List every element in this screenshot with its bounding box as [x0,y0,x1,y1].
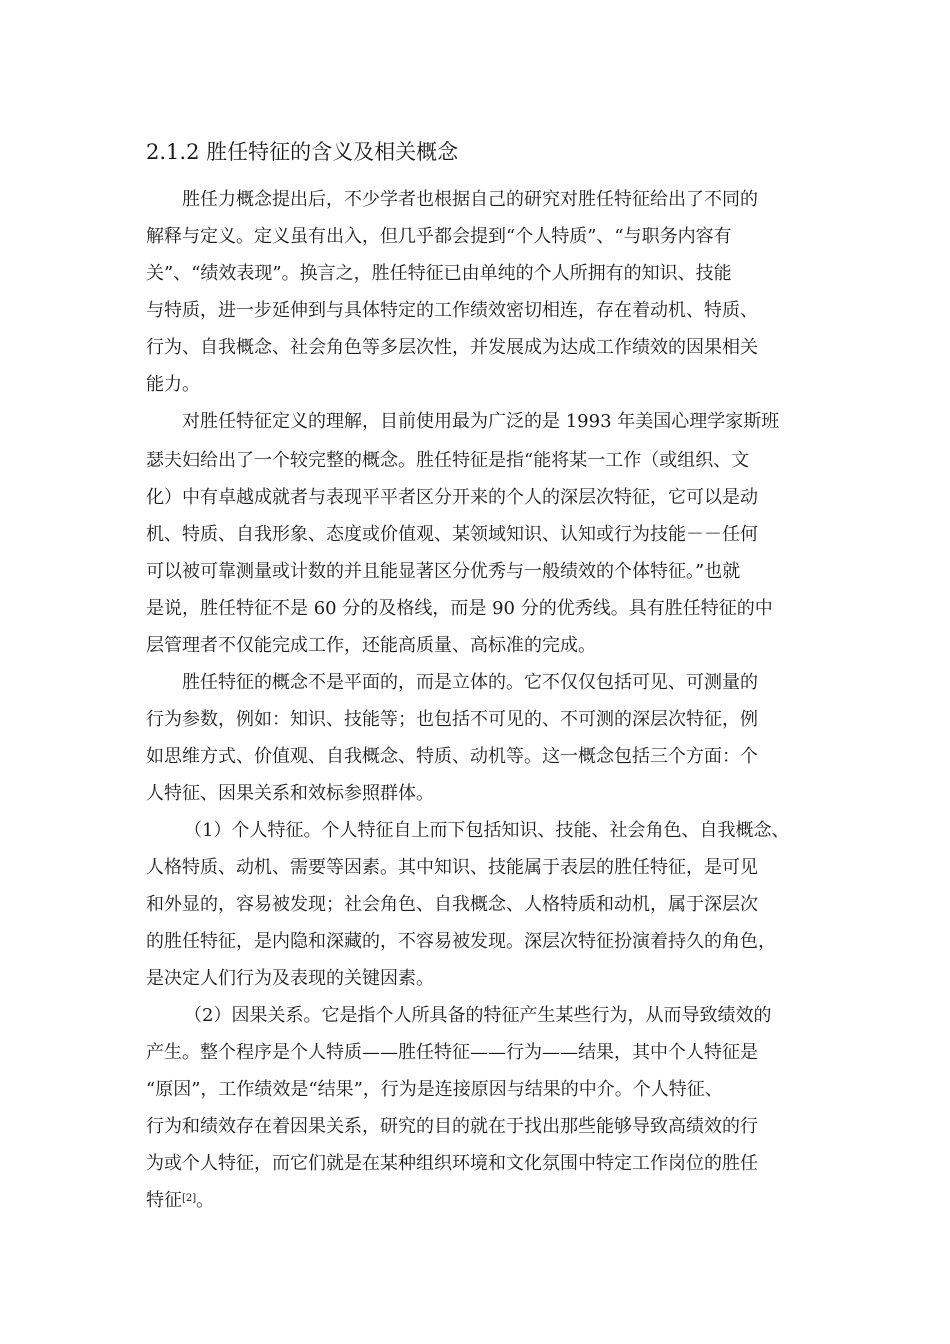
paragraph-line: 产生。整个程序是个人特质——胜任特征——行为——结果，其中个人特征是 [146,1042,758,1063]
citation-marker: [2] [182,1193,197,1204]
paragraph-line: 解释与定义。定义虽有出入，但几乎都会提到“个人特质”、“与职务内容有 [146,226,732,247]
paragraph-line: 的胜任特征，是内隐和深藏的，不容易被发现。深层次特征扮演着持久的角色， [146,931,776,952]
paragraph-line: 关”、“绩效表现”。换言之，胜任特征已由单纯的个人所拥有的知识、技能 [146,263,732,284]
paragraph-line: 对胜任特征定义的理解，目前使用最为广泛的是 1993 年美国心理学家斯班 [182,411,780,432]
paragraph-line: 瑟夫妇给出了一个较完整的概念。胜任特征是指“能将某一工作（或组织、文 [146,450,750,471]
paragraph-line: 人格特质、动机、需要等因素。其中知识、技能属于表层的胜任特征，是可见 [146,857,758,878]
paragraph-text: 特征 [146,1190,182,1211]
paragraph-line: 胜任力概念提出后，不少学者也根据自己的研究对胜任特征给出了不同的 [182,189,758,210]
paragraph-line: 机、特质、自我形象、态度或价值观、某领域知识、认知或行为技能－－任何 [146,524,758,545]
paragraph-line: 行为、自我概念、社会角色等多层次性，并发展成为达成工作绩效的因果相关 [146,337,758,358]
paragraph-line: 行为参数，例如：知识、技能等；也包括不可见的、不可测的深层次特征，例 [146,709,758,730]
paragraph-line: 层管理者不仅能完成工作，还能高质量、高标准的完成。 [146,635,596,656]
paragraph-line: 与特质，进一步延伸到与具体特定的工作绩效密切相连，存在着动机、特质、 [146,300,758,321]
paragraph-line-last [146,1188,214,1214]
section-heading: 2.1.2 胜任特征的含义及相关概念 [146,140,459,164]
paragraph-line: “原因”，工作绩效是“结果”，行为是连接原因与结果的中介。个人特征、 [146,1079,723,1100]
paragraph-line: （2）因果关系。它是指个人所具备的特征产生某些行为，从而导致绩效的 [184,1005,772,1026]
paragraph-line: 人特征、因果关系和效标参照群体。 [146,783,434,804]
paragraph-line: 化）中有卓越成就者与表现平平者区分开来的个人的深层次特征，它可以是动 [146,487,758,508]
paragraph-line: 和外显的，容易被发现；社会角色、自我概念、人格特质和动机，属于深层次 [146,894,758,915]
paragraph-line: 能力。 [146,374,200,395]
paragraph-line: 是说，胜任特征不是 60 分的及格线，而是 90 分的优秀线。具有胜任特征的中 [146,598,773,619]
paragraph-line: 为或个人特征，而它们就是在某种组织环境和文化氛围中特定工作岗位的胜任 [146,1153,758,1174]
paragraph-line: 如思维方式、价值观、自我概念、特质、动机等。这一概念包括三个方面：个 [146,746,758,767]
paragraph-line: 行为和绩效存在着因果关系，研究的目的就在于找出那些能够导致高绩效的行 [146,1116,758,1137]
paragraph-line: （1）个人特征。个人特征自上而下包括知识、技能、社会角色、自我概念、 [184,820,790,841]
paragraph-line: 可以被可靠测量或计数的并且能显著区分优秀与一般绩效的个体特征。”也就 [146,561,741,582]
paragraph-line: 胜任特征的概念不是平面的，而是立体的。它不仅仅包括可见、可测量的 [182,672,758,693]
paragraph-line: 是决定人们行为及表现的关键因素。 [146,968,434,989]
sentence-end: 。 [196,1190,215,1211]
